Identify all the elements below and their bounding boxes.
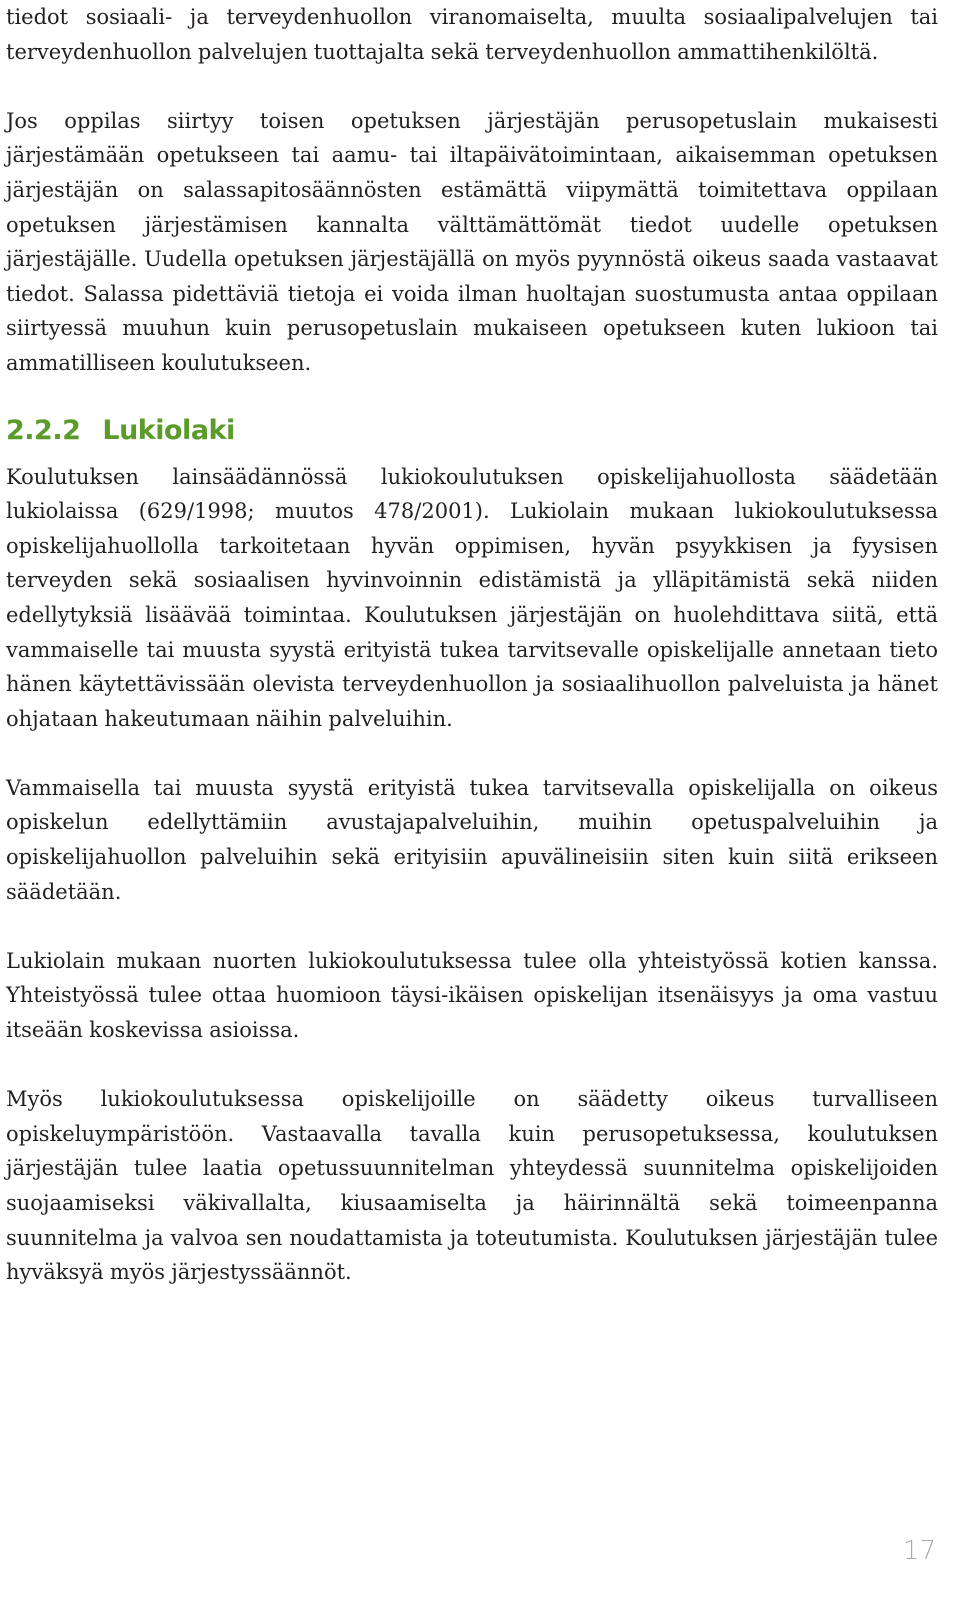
page-number: 17	[902, 1536, 936, 1566]
section-number: 2.2.2	[6, 414, 81, 446]
paragraph: tiedot sosiaali- ja terveydenhuollon viranomaiselta, muulta sosiaalipalvelujen tai terveydenhuollon palvelujen tuottajalta sekä terveydenhuollon ammattihenkilöltä.	[6, 5, 938, 64]
paragraph: Vammaisella tai muusta syystä erityistä tukea tarvitsevalla opiskelijalla on oikeus opiskelun edellyttämiin avustajapalveluihin, muihin opetuspalveluihin ja opiskelijahuollon palveluihin sekä erityisiin apuvälineisiin siten kuin siitä erikseen säädetään.	[6, 775, 938, 904]
paragraph: Jos oppilas siirtyy toisen opetuksen järjestäjän perusopetuslain mukaisesti järjestämään opetukseen tai aamu- tai iltapäivätoimintaan, aikaisemman opetuksen järjestäjän on salassapitosäännösten estämättä viipymättä toimitettava oppilaan opetuksen järjestämisen kannalta välttämättömät tiedot uudelle opetuksen järjestäjälle. Uudella opetuksen järjestäjällä on myös pyynnöstä oikeus saada vastaavat tiedot. Salassa pidettäviä tietoja ei voida ilman huoltajan suostumusta antaa oppilaan siirtyessä muuhun kuin perusopetuslain mukaiseen opetukseen kuten lukioon tai ammatilliseen koulutukseen.	[6, 108, 938, 375]
section-heading	[6, 414, 938, 448]
paragraph: Koulutuksen lainsäädännössä lukiokoulutuksen opiskelijahuollosta säädetään lukiolaissa (629/1998; muutos 478/2001). Lukiolain mukaan lukiokoulutuksessa opiskelijahuollolla tarkoitetaan hyvän oppimisen, hyvän psyykkisen ja fyysisen terveyden sekä sosiaalisen hyvinvoinnin edistämistä ja ylläpitämistä sekä niiden edellytyksiä lisäävää toimintaa. Koulutuksen järjestäjän on huolehdittava siitä, että vammaiselle tai muusta syystä erityistä tukea tarvitsevalle opiskelijalle annetaan tieto hänen käytettävissään olevista terveydenhuollon ja sosiaalihuollon palveluista ja hänet ohjataan hakeutumaan näihin palveluihin.	[6, 464, 938, 731]
paragraph: Myös lukiokoulutuksessa opiskelijoille on säädetty oikeus turvalliseen opiskeluympäristöön. Vastaavalla tavalla kuin perusopetuksessa, koulutuksen järjestäjän tulee laatia opetussuunnitelman yhteydessä suunnitelma opiskelijoiden suojaamiseksi väkivallalta, kiusaamiselta ja häirinnältä sekä toimeenpanna suunnitelma ja valvoa sen noudattamista ja toteutumista. Koulutuksen järjestäjän tulee hyväksyä myös järjestyssäännöt.	[6, 1087, 938, 1285]
section-title: Lukiolaki	[102, 414, 235, 446]
document-page	[6, 0, 938, 1290]
paragraph: Lukiolain mukaan nuorten lukiokoulutuksessa tulee olla yhteistyössä kotien kanssa. Yhteistyössä tulee ottaa huomioon täysi-ikäisen opiskelijan itsenäisyys ja oma vastuu itseään koskevissa asioissa.	[6, 948, 938, 1043]
